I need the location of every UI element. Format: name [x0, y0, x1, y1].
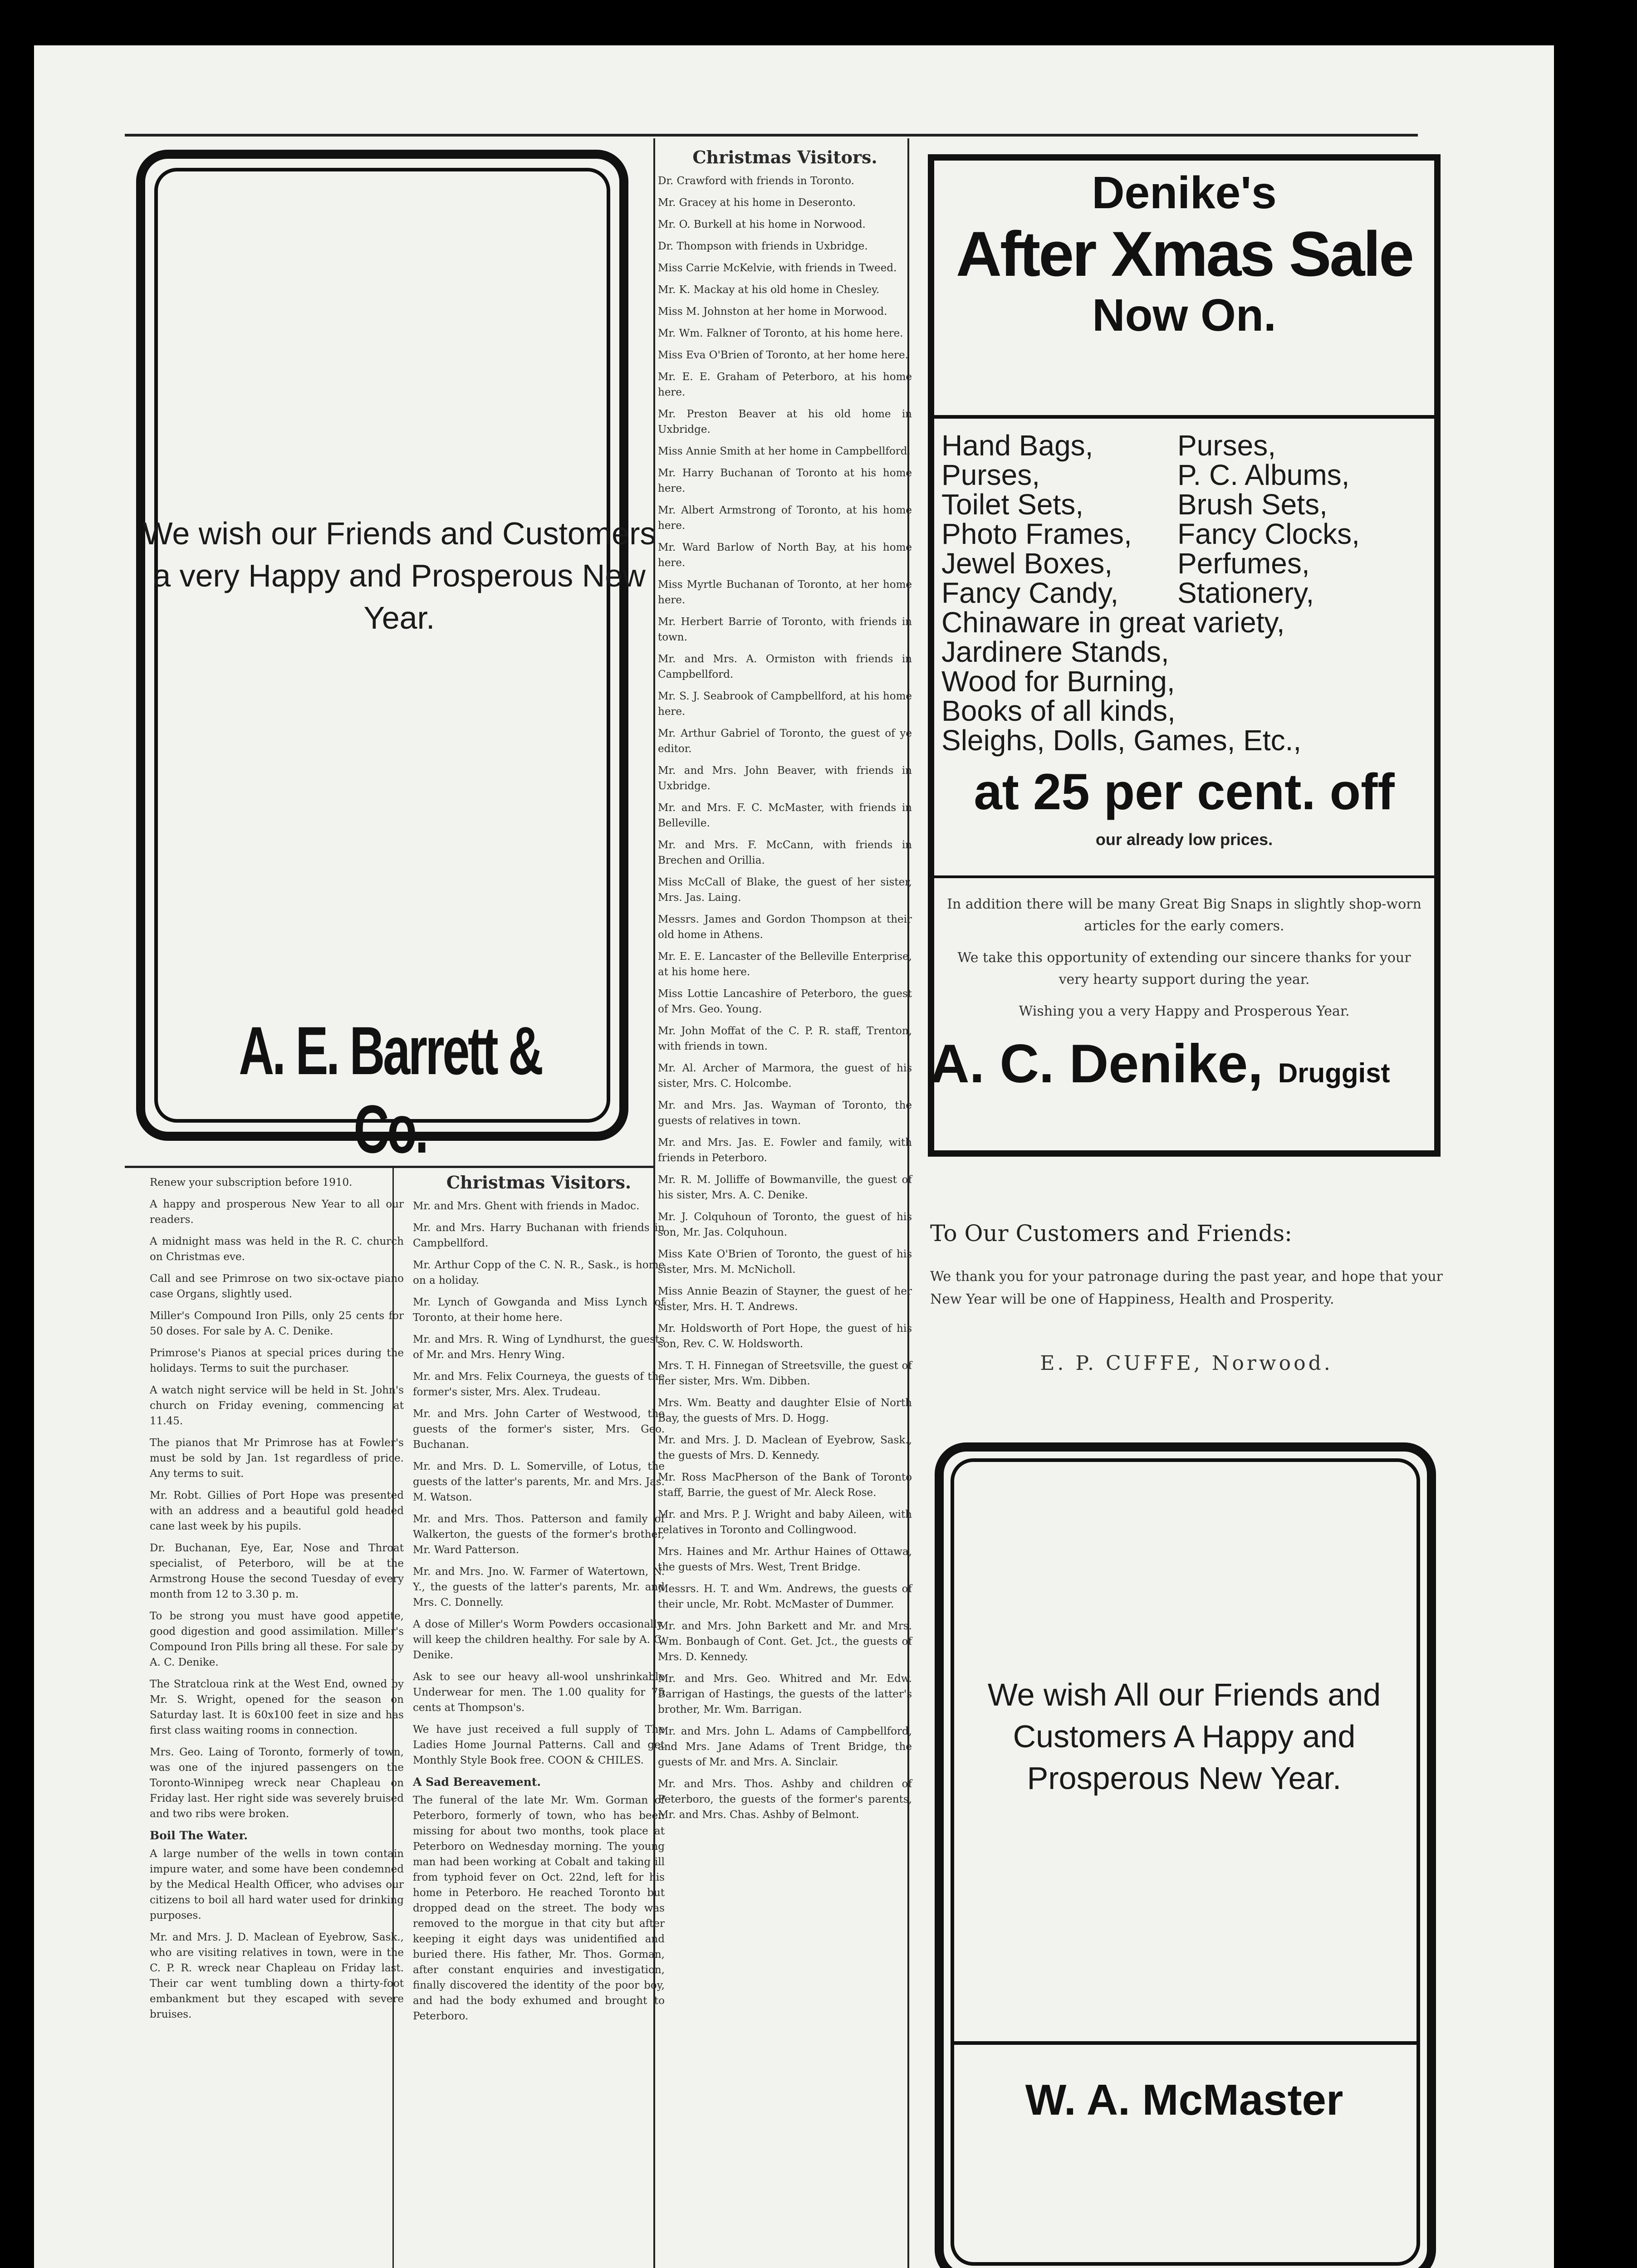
- visitor-item: Mr. and Mrs. A. Ormiston with friends in Campbellford.: [658, 653, 912, 680]
- visitor-item: Miss McCall of Blake, the guest of her sister, Mrs. Jas. Laing.: [658, 876, 912, 904]
- visitor-item: Mr. Arthur Copp of the C. N. R., Sask., is home on a holiday.: [413, 1259, 665, 1286]
- local-news-item: Renew your subscription before 1910.: [150, 1177, 353, 1188]
- visitor-item: Mr. Holdsworth of Port Hope, the guest of his son, Rev. C. W. Holdsworth.: [658, 1323, 912, 1350]
- local-news-item: Mr. Robt. Gillies of Port Hope was presented with an address and a beautiful gold headed cane last week by his pupils.: [150, 1490, 404, 1532]
- denike-body: [944, 894, 1425, 1032]
- denike-signature-role: Druggist: [1278, 1058, 1390, 1088]
- denike-title-name: Denike's: [1092, 167, 1277, 218]
- denike-item-list: [941, 431, 1431, 755]
- visitor-item: Messrs. James and Gordon Thompson at their old home in Athens.: [658, 914, 912, 941]
- local-news-item: Primrose's Pianos at special prices during the holidays. Terms to suit the purchaser.: [150, 1347, 404, 1374]
- denike-rule-2: [930, 875, 1438, 878]
- local-news-item: Dr. Buchanan, Eye, Ear, Nose and Throat specialist, of Peterboro, will be at the Armstrong House the second Tuesday of every month from 12 to 3.30 p. m.: [150, 1542, 404, 1600]
- visitor-item: Mr. and Mrs. Geo. Whitred and Mr. Edw. Barrigan of Hastings, the guests of the latter's brother, Mr. Wm. Barrigan.: [658, 1673, 912, 1716]
- denike-item: Purses,: [941, 459, 1040, 491]
- cuffe-title: To Our Customers and Friends:: [930, 1220, 1293, 1246]
- denike-body-2: We take this opportunity of extending our sincere thanks for your very hearty support during the year.: [957, 950, 1411, 987]
- denike-item-row: [941, 549, 1431, 578]
- denike-item: Sleighs, Dolls, Games, Etc.,: [941, 724, 1302, 757]
- visitor-item: Mr. and Mrs. Jno. W. Farmer of Watertown, N. Y., the guests of the latter's parents, Mr. and Mrs. C. Donnelly.: [413, 1566, 665, 1608]
- denike-item-row: [941, 490, 1431, 519]
- visitor-item: Miss Lottie Lancashire of Peterboro, the guest of Mrs. Geo. Young.: [658, 988, 912, 1015]
- mcmaster-ad-inner-frame: [951, 1458, 1420, 2266]
- visitor-item: Mr. J. Colquhoun of Toronto, the guest of his son, Mr. Jas. Colquhoun.: [658, 1211, 912, 1238]
- visitor-item: Mrs. Wm. Beatty and daughter Elsie of North Bay, the guests of Mrs. D. Hogg.: [658, 1397, 912, 1424]
- visitor-item: Mr. Wm. Falkner of Toronto, at his home here.: [658, 327, 903, 339]
- denike-signature-name: A. C. Denike,: [930, 1033, 1263, 1094]
- local-news-item: Miller's Compound Iron Pills, only 25 cents for 50 doses. For sale by A. C. Denike.: [150, 1310, 404, 1337]
- visitor-item: Mrs. Haines and Mr. Arthur Haines of Ottawa, the guests of Mrs. West, Trent Bridge.: [658, 1546, 912, 1573]
- visitor-item: Mr. Preston Beaver at his old home in Uxbridge.: [658, 408, 912, 435]
- visitor-item: Mr. and Mrs. D. L. Somerville, of Lotus, the guests of the latter's parents, Mr. and Mrs. Jas. M. Watson.: [413, 1461, 665, 1503]
- mcmaster-signature: W. A. McMaster: [1025, 2076, 1343, 2124]
- denike-item: Jewel Boxes,: [941, 547, 1113, 580]
- denike-item: Wood for Burning,: [941, 665, 1175, 698]
- denike-item: Toilet Sets,: [941, 488, 1084, 521]
- visitor-item: Dr. Crawford with friends in Toronto.: [658, 175, 854, 187]
- visitor-item: Mr. and Mrs. John Carter of Westwood, the guests of the former's sister, Mrs. Geo. Buchanan.: [413, 1408, 665, 1451]
- denike-item: Fancy Clocks,: [1177, 518, 1360, 550]
- cuffe-body: We thank you for your patronage during the past year, and hope that your New Year will be one of Happiness, Health and Prosperity.: [930, 1269, 1443, 1307]
- visitor-item: Mr. O. Burkell at his home in Norwood.: [658, 219, 866, 230]
- visitor-item: Mr. and Mrs. J. D. Maclean of Eyebrow, Sask., the guests of Mrs. D. Kennedy.: [658, 1434, 912, 1461]
- visitor-item: Mrs. T. H. Finnegan of Streetsville, the guest of her sister, Mrs. Wm. Dibben.: [658, 1360, 912, 1387]
- boil-water-list: [150, 1846, 404, 2022]
- denike-discount: at 25 per cent. off: [974, 763, 1395, 820]
- bereavement-heading: A Sad Bereavement.: [413, 1775, 541, 1789]
- notices-list: [413, 1617, 665, 1768]
- boil-water-heading: Boil The Water.: [150, 1829, 248, 1842]
- visitor-item: Mr. Arthur Gabriel of Toronto, the guest of ye editor.: [658, 728, 912, 755]
- visitor-item: Mr. and Mrs. Harry Buchanan with friends in Campbellford.: [413, 1222, 665, 1249]
- christmas-visitors-column: [658, 147, 912, 1829]
- denike-body-3: Wishing you a very Happy and Prosperous Year.: [1019, 1003, 1350, 1019]
- notice-item: A dose of Miller's Worm Powders occasionally, will keep the children healthy. For sale by A. C. Denike.: [413, 1618, 665, 1661]
- local-news-item: A midnight mass was held in the R. C. church on Christmas eve.: [150, 1236, 404, 1263]
- visitor-item: Mr. and Mrs. Thos. Ashby and children of Peterboro, the guests of the former's parents, Mr. and Mrs. Chas. Ashby of Belmont.: [658, 1778, 912, 1821]
- denike-item: Books of all kinds,: [941, 694, 1176, 727]
- visitor-item: Mr. Al. Archer of Marmora, the guest of his sister, Mrs. C. Holcombe.: [658, 1062, 912, 1090]
- barrett-signature: A. E. Barrett & Co.: [239, 1012, 542, 1167]
- visitor-item: Mr. Ward Barlow of North Bay, at his home here.: [658, 542, 912, 569]
- denike-item: Jardinere Stands,: [941, 635, 1169, 668]
- visitor-item: Mr. and Mrs. Jas. E. Fowler and family, with friends in Peterboro.: [658, 1137, 912, 1164]
- top-rule: [125, 134, 1418, 137]
- visitor-item: Mr. Albert Armstrong of Toronto, at his home here.: [658, 504, 912, 532]
- visitor-item: Miss Carrie McKelvie, with friends in Tweed.: [658, 262, 897, 274]
- visitor-item: Mr. Ross MacPherson of the Bank of Toronto staff, Barrie, the guest of Mr. Aleck Rose.: [658, 1471, 912, 1499]
- visitor-item: Mr. and Mrs. R. Wing of Lyndhurst, the guests of Mr. and Mrs. Henry Wing.: [413, 1334, 665, 1361]
- denike-item-row: [941, 431, 1431, 460]
- christmas-visitors-title: Christmas Visitors.: [692, 147, 877, 167]
- visitor-item: Mr. Lynch of Gowganda and Miss Lynch of Toronto, at their home here.: [413, 1296, 665, 1324]
- local-news-item: The Stratcloua rink at the West End, owned by Mr. S. Wright, opened for the season on Saturday last. It is 60x100 feet in size and has first class waiting rooms in connection.: [150, 1678, 404, 1736]
- denike-item: Perfumes,: [1177, 547, 1310, 580]
- local-news-item: A happy and prosperous New Year to all our readers.: [150, 1198, 404, 1226]
- denike-item: Photo Frames,: [941, 518, 1132, 550]
- local-news-item: Call and see Primrose on two six-octave piano case Organs, slightly used.: [150, 1273, 404, 1300]
- denike-item: Chinaware in great variety,: [941, 606, 1285, 639]
- denike-item-row: [941, 460, 1431, 490]
- visitor-item: Mr. S. J. Seabrook of Campbellford, at his home here.: [658, 690, 912, 718]
- denike-title-now: Now On.: [1092, 290, 1276, 341]
- denike-item: P. C. Albums,: [1177, 459, 1350, 491]
- cuffe-signature: E. P. CUFFE, Norwood.: [1040, 1352, 1333, 1375]
- visitor-item: Mr. and Mrs. Thos. Patterson and family of Walkerton, the guests of the former's brother, Mr. Ward Patterson.: [413, 1513, 665, 1556]
- local-news-list: [150, 1175, 404, 1822]
- denike-item: Purses,: [1177, 429, 1276, 462]
- barrett-ad-inner-frame: [154, 168, 610, 1123]
- visitor-item: Mr. Herbert Barrie of Toronto, with friends in town.: [658, 616, 912, 643]
- visitor-item: Mr. and Mrs. John Barkett and Mr. and Mrs. Wm. Bonbaugh of Cont. Get. Jct., the guests of Mrs. D. Kennedy.: [658, 1620, 912, 1663]
- visitor-item: Messrs. H. T. and Wm. Andrews, the guests of their uncle, Mr. Robt. McMaster of Dummer.: [658, 1583, 912, 1610]
- denike-title: [930, 168, 1438, 340]
- denike-item: Brush Sets,: [1177, 488, 1328, 521]
- denike-item: Fancy Candy,: [941, 577, 1119, 609]
- denike-low-prices: our already low prices.: [1095, 830, 1273, 849]
- denike-item: Hand Bags,: [941, 429, 1093, 462]
- visitor-item: Mr. R. M. Jolliffe of Bowmanville, the guest of his sister, Mrs. A. C. Denike.: [658, 1174, 912, 1201]
- denike-title-sale: After Xmas Sale: [956, 218, 1413, 289]
- visitor-item: Miss Myrtle Buchanan of Toronto, at her home here.: [658, 579, 912, 606]
- local-news-item: The pianos that Mr Primrose has at Fowler's must be sold by Jan. 1st regardless of price. Any terms to suit.: [150, 1437, 404, 1480]
- notice-item: We have just received a full supply of The Ladies Home Journal Patterns. Call and get Monthly Style Book free. COON & CHILES.: [413, 1724, 665, 1766]
- denike-item-row: [941, 519, 1431, 549]
- local-news-column: [150, 1175, 404, 2028]
- christmas-visitors-2-column: [413, 1172, 665, 2024]
- visitor-item: Mr. and Mrs. Ghent with friends in Madoc.: [413, 1200, 640, 1212]
- visitor-item: Mr. and Mrs. F. McCann, with friends in Brechen and Orillia.: [658, 839, 912, 866]
- visitor-item: Mr. and Mrs. John L. Adams of Campbellford, and Mrs. Jane Adams of Trent Bridge, the guests of Mr. and Mrs. A. Sinclair.: [658, 1725, 912, 1768]
- visitor-item: Mr. and Mrs. Jas. Wayman of Toronto, the guests of relatives in town.: [658, 1100, 912, 1127]
- mcmaster-greeting: We wish All our Friends and Customers A Happy and Prosperous New Year.: [987, 1677, 1381, 1796]
- local-news-item: A large number of the wells in town contain impure water, and some have been condemned by the Medical Health Officer, who advises our citizens to boil all hard water used for drinking purposes.: [150, 1848, 404, 1921]
- visitor-item: Mr. Harry Buchanan of Toronto at his home here.: [658, 467, 912, 494]
- local-news-item: Mr. and Mrs. J. D. Maclean of Eyebrow, Sask., who are visiting relatives in town, were in the C. P. R. wreck near Chapleau on Friday last. Their car went tumbling down a thirty-foot embankment but they escaped with severe bruises.: [150, 1931, 404, 2020]
- visitor-item: Mr. Gracey at his home in Deseronto.: [658, 197, 856, 209]
- visitor-item: Mr. E. E. Lancaster of the Belleville Enterprise, at his home here.: [658, 951, 912, 978]
- mcmaster-rule: [951, 2041, 1420, 2045]
- denike-signature: [930, 1030, 1438, 1107]
- notice-item: Ask to see our heavy all-wool unshrinkable Underwear for men. The 1.00 quality for 75 cents at Thompson's.: [413, 1671, 665, 1714]
- visitor-item: Mr. E. E. Graham of Peterboro, at his home here.: [658, 371, 912, 398]
- local-news-item: Mrs. Geo. Laing of Toronto, formerly of town, was one of the injured passengers on the Toronto-Winnipeg wreck near Chapleau on Friday last. Her right side was severely bruised and two ribs were broken.: [150, 1746, 404, 1820]
- christmas-visitors-2-title: Christmas Visitors.: [446, 1172, 632, 1193]
- visitor-item: Miss Eva O'Brien of Toronto, at her home here.: [658, 349, 908, 361]
- visitor-item: Miss M. Johnston at her home in Morwood.: [658, 306, 887, 318]
- visitor-item: Dr. Thompson with friends in Uxbridge.: [658, 240, 868, 252]
- barrett-greeting: We wish our Friends and Customers a very Happy and Prosperous New Year.: [142, 516, 656, 635]
- local-news-item: To be strong you must have good appetite, good digestion and good assimilation. Miller's Compound Iron Pills bring all these. For sale by A. C. Denike.: [150, 1610, 404, 1668]
- bereavement-text: The funeral of the late Mr. Wm. Gorman of Peterboro, formerly of town, who has been missing for about two months, took place at Peterboro on Wednesday morning. The young man had been working at Cobalt and taking ill from typhoid fever on Oct. 22nd, left for his home in Peterboro. He reached Toronto but dropped dead on the street. The body was removed to the morgue in that city but after keeping it eight days was unidentified and buried there. His father, Mr. Thos. Gorman, after constant enquiries and investigation, finally discovered the identity of the poor boy, and had the body exhumed and brought to Peterboro.: [413, 1794, 665, 2022]
- visitor-item: Miss Kate O'Brien of Toronto, the guest of his sister, Mrs. M. McNicholl.: [658, 1248, 912, 1276]
- visitor-item: Mr. and Mrs. Felix Courneya, the guests of the former's sister, Mrs. Alex. Trudeau.: [413, 1371, 665, 1398]
- denike-item: Stationery,: [1177, 577, 1314, 609]
- christmas-visitors-list: [658, 173, 912, 1823]
- visitor-item: Miss Annie Beazin of Stayner, the guest of her sister, Mrs. H. T. Andrews.: [658, 1286, 912, 1313]
- denike-rule-1: [930, 415, 1438, 419]
- local-news-item: A watch night service will be held in St. John's church on Friday evening, commencing at 11.45.: [150, 1384, 404, 1427]
- visitor-item: Mr. John Moffat of the C. P. R. staff, Trenton, with friends in town.: [658, 1025, 912, 1052]
- visitor-item: Miss Annie Smith at her home in Campbellford.: [658, 445, 911, 457]
- visitor-item: Mr. and Mrs. John Beaver, with friends in Uxbridge.: [658, 765, 912, 792]
- visitor-item: Mr. and Mrs. F. C. McMaster, with friends in Belleville.: [658, 802, 912, 829]
- visitor-item: Mr. K. Mackay at his old home in Chesley.: [658, 284, 880, 296]
- denike-item-row: [941, 578, 1431, 608]
- visitor-item: Mr. and Mrs. P. J. Wright and baby Aileen, with relatives in Toronto and Collingwood.: [658, 1509, 912, 1536]
- christmas-visitors-2-list: [413, 1198, 665, 1610]
- denike-body-1: In addition there will be many Great Big Snaps in slightly shop-worn articles for the early comers.: [947, 896, 1421, 934]
